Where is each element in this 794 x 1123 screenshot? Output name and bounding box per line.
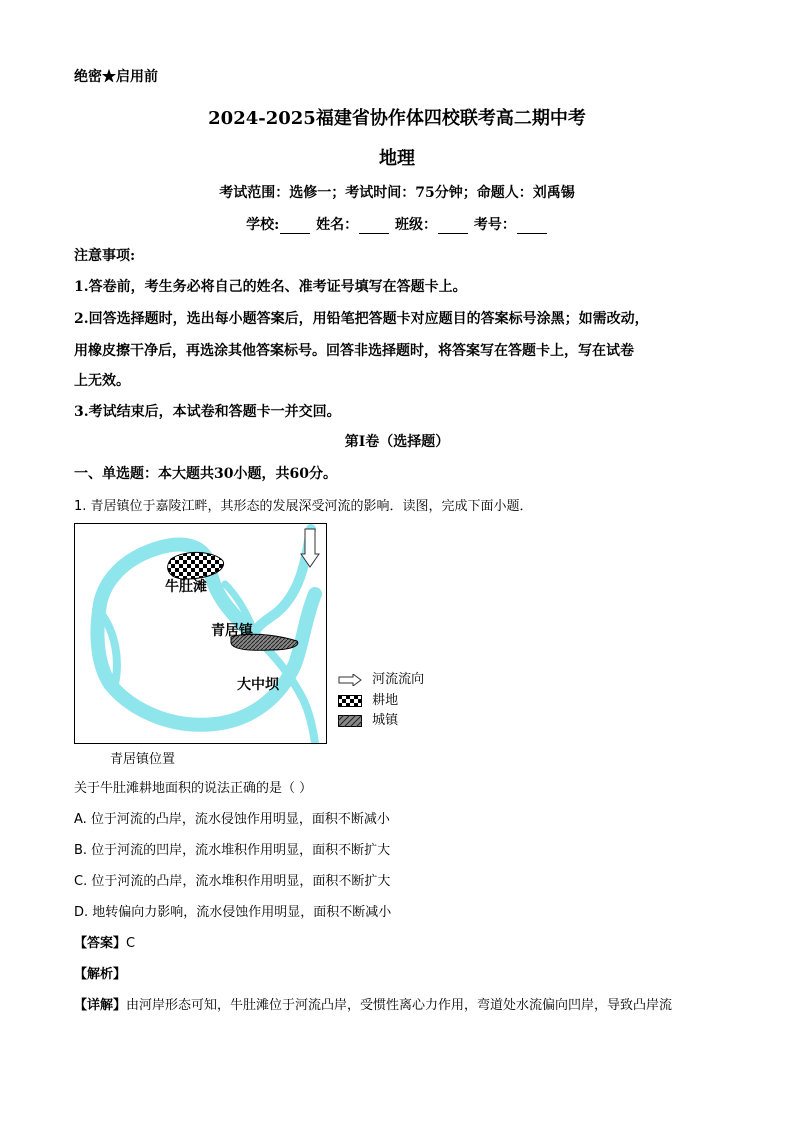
map-figure <box>74 523 327 744</box>
figure-caption: 青居镇位置 <box>110 752 176 767</box>
notice-item: 用橡皮擦干净后，再选涂其他答案标号。回答非选择题时，将答案写在答题卡上，写在试卷 <box>74 343 634 359</box>
field-number: 考号： <box>473 217 516 233</box>
legend-item <box>338 689 398 708</box>
detail-label: 【详解】 <box>74 998 127 1013</box>
confidential-mark: 绝密★启用前 <box>74 69 158 85</box>
school-blank <box>280 219 310 234</box>
option-d: D. 地转偏向力影响，流水侵蚀作用明显，面积不断减小 <box>74 905 392 920</box>
arrow-icon <box>338 674 362 686</box>
answer-line <box>74 932 135 951</box>
legend-label: 耕地 <box>372 693 399 708</box>
question-stem: 1. 青居镇位于嘉陵江畔，其形态的发展深受河流的影响．读图，完成下面小题． <box>74 499 533 514</box>
number-blank <box>517 219 547 234</box>
field-name: 姓名： <box>316 217 359 233</box>
notice-item: 上无效。 <box>74 373 130 389</box>
town-icon <box>338 715 362 727</box>
label-dazhong: 大中坝 <box>237 677 279 693</box>
farmland-icon <box>338 695 362 707</box>
section-heading: 一、单选题：本大题共30小题，共60分。 <box>74 466 337 482</box>
question-prompt: 关于牛肚滩耕地面积的说法正确的是（ ） <box>74 781 313 796</box>
river-map <box>75 524 326 743</box>
legend-item <box>338 668 424 687</box>
subject-title: 地理 <box>379 148 415 169</box>
notice-heading: 注意事项: <box>74 248 136 264</box>
answer-value: C <box>126 936 136 951</box>
label-niudu: 牛肚滩 <box>165 579 207 595</box>
field-school: 学校: <box>246 217 280 233</box>
legend-item <box>338 709 398 728</box>
analysis-label: 【解析】 <box>74 967 127 982</box>
notice-item: 1.答卷前，考生务必将自己的姓名、准考证号填写在答题卡上。 <box>74 279 467 295</box>
notice-item: 2.回答选择题时，选出每小题答案后，用铅笔把答题卡对应题目的答案标号涂黑；如需改动， <box>74 311 649 327</box>
exam-info: 考试范围：选修一；考试时间：75分钟；命题人：刘禹锡 <box>219 185 575 201</box>
label-qingju: 青居镇 <box>211 623 253 639</box>
part-title: 第I卷（选择题） <box>344 434 450 450</box>
name-blank <box>359 219 389 234</box>
answer-label: 【答案】 <box>74 936 127 951</box>
field-class: 班级： <box>395 217 438 233</box>
detail-line <box>74 994 672 1013</box>
legend-label: 河流流向 <box>372 672 425 687</box>
option-b: B. 位于河流的凹岸，流水堆积作用明显，面积不断扩大 <box>74 843 391 858</box>
notice-item: 3.考试结束后，本试卷和答题卡一并交回。 <box>74 404 341 420</box>
option-a: A. 位于河流的凸岸，流水侵蚀作用明显，面积不断减小 <box>74 812 390 827</box>
student-fields <box>0 214 794 234</box>
exam-title: 2024-2025福建省协作体四校联考高二期中考 <box>208 108 586 129</box>
option-c: C. 位于河流的凸岸，流水堆积作用明显，面积不断扩大 <box>74 874 391 889</box>
detail-text: 由河岸形态可知，牛肚滩位于河流凸岸，受惯性离心力作用，弯道处水流偏向凹岸，导致凸岸流 <box>126 998 673 1013</box>
class-blank <box>438 219 468 234</box>
legend-label: 城镇 <box>372 713 399 728</box>
